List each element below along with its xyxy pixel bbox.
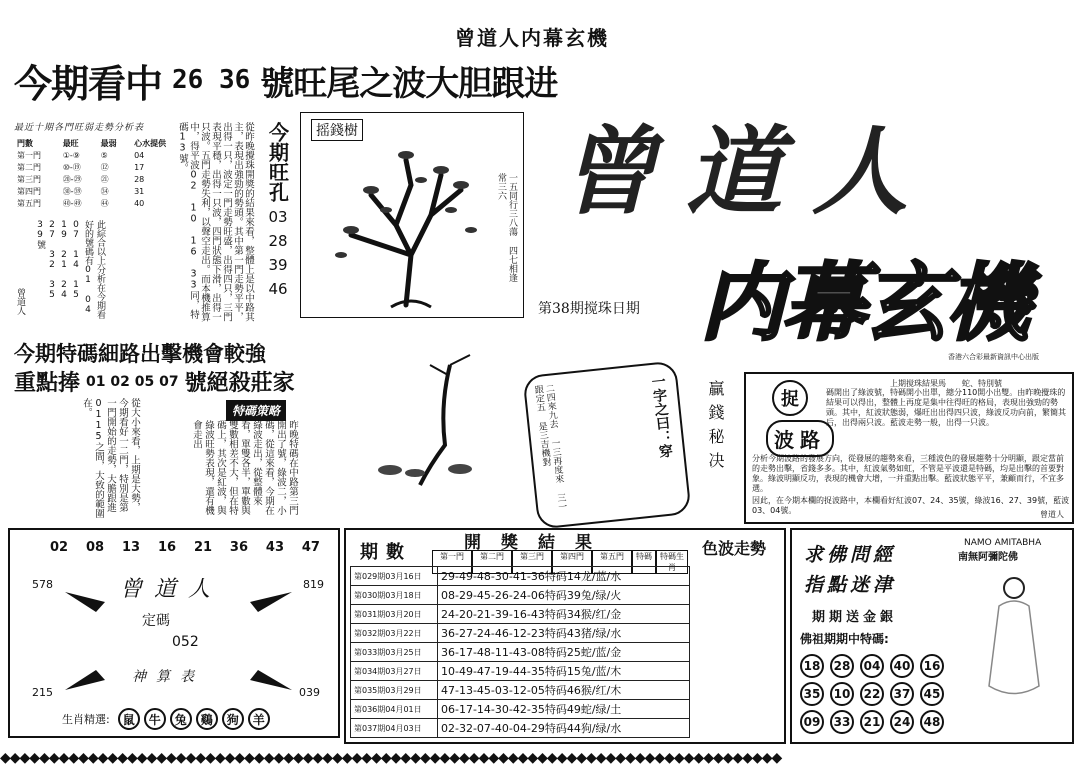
money-tree-poem: 一五同行三八蕩 四七相逢常三六 — [496, 173, 517, 282]
results-date: 第033期03月25日 — [351, 643, 438, 662]
zodiac-item: 牛 — [144, 708, 166, 730]
buddha-line1: 求佛問經 — [804, 544, 897, 566]
buddha-number: 10 — [830, 682, 854, 706]
corner-number-tl: 578 — [32, 578, 53, 591]
stats-cell: ㉚-㊴ — [62, 186, 82, 196]
buddha-panel — [790, 528, 1074, 744]
big-title-line2: 内幕玄機 — [700, 254, 1029, 352]
win-secret: 贏錢秘决 — [706, 380, 725, 476]
scroll-poem: 二四來九去 一三再度來 三一跟定五 是三吉機對 — [532, 383, 567, 512]
results-subheader: 特碼生肖 — [656, 550, 688, 574]
stats-header-row — [14, 137, 189, 149]
stats-note: 此綜合以上分析在今期看好的號碼有01 04 07 14 15 19 21 24 27 32 35 39號 — [35, 220, 105, 319]
buddha-icon — [964, 566, 1064, 726]
results-row — [351, 662, 690, 681]
special-numbers: 01 02 05 07 — [86, 373, 179, 390]
results-table — [350, 566, 690, 738]
wave-road-title: 波路 — [766, 420, 834, 457]
stats-cell: ⑫ — [100, 162, 109, 172]
buddha-english: NAMO AMITABHA — [964, 538, 1042, 548]
results-side-title: 色波走勢 — [702, 539, 767, 558]
stats-cell: ㉑ — [100, 174, 109, 184]
stats-cell: 31 — [134, 186, 145, 196]
results-numbers: 47-13-45-03-12-05特码46猴/红/木 — [438, 681, 690, 700]
interpretation-text: 從昨晚攪珠開獎的結果來看，整體上是以中路其主，表現出強勁的勢頭。其中第一門走勢平平，出得一只，波定一門走勢旺盛，出得四只，三門表現平穩，出得一只波，四門狀態下滑，出得一只波。五門走勢失利，以聲空走出。而本機推算中，得平波02 10 16 33同，特碼13號。 — [177, 122, 254, 322]
scroll-title: 一字之曰：穿 — [648, 373, 674, 459]
headline-prefix: 今期看中 — [14, 61, 163, 106]
results-panel — [344, 528, 786, 744]
headline-suffix: 號旺尾之波大胆跟进 — [260, 63, 558, 104]
results-numbers: 36-27-24-46-12-23特码43猪/绿/水 — [438, 624, 690, 643]
stats-cell: 第五門 — [17, 198, 41, 208]
zodiac-item: 兔 — [170, 708, 192, 730]
results-date: 第036期04月01日 — [351, 700, 438, 719]
wang-kong-number: 39 — [268, 256, 288, 274]
stats-header-cell: 最弱 — [100, 138, 117, 148]
special-line1: 今期特碼細路出擊機會較強 — [14, 342, 266, 366]
zodiac-item: 鼠 — [118, 708, 140, 730]
headline — [14, 56, 557, 104]
results-row — [351, 643, 690, 662]
stats-row — [14, 149, 189, 161]
zodiac-item: 狗 — [222, 708, 244, 730]
buddha-number: 28 — [830, 654, 854, 678]
lucky-number: 43 — [265, 540, 284, 555]
results-row — [351, 567, 690, 586]
results-numbers: 36-17-48-11-43-08特码25蛇/蓝/金 — [438, 643, 690, 662]
buddha-number: 24 — [890, 710, 914, 734]
results-date: 第034期03月27日 — [351, 662, 438, 681]
god-label: 神算表 — [132, 669, 204, 685]
decorative-border: ◆◆◆◆◆◆◆◆◆◆◆◆◆◆◆◆◆◆◆◆◆◆◆◆◆◆◆◆◆◆◆◆◆◆◆◆◆◆◆◆◆◆◆◆◆◆◆◆◆◆◆◆◆◆◆◆◆◆◆◆◆◆◆◆◆◆◆◆◆◆◆◆◆◆◆◆◆◆◆◆ — [0, 750, 782, 766]
big-title-line1: 曾道人 — [560, 115, 938, 228]
arrow-tl-icon — [65, 592, 105, 612]
wang-kong-title: 今期旺孔 — [265, 122, 290, 202]
results-subheader: 第三門 — [512, 550, 552, 574]
stats-cell: 40 — [134, 198, 145, 208]
arrow-br-icon — [250, 670, 292, 690]
special-suffix: 號絕殺莊家 — [184, 371, 295, 396]
masthead: 曾道人内幕玄機 — [455, 26, 609, 50]
results-subheader: 第四門 — [552, 550, 592, 574]
lucky-number: 21 — [193, 540, 213, 555]
buddha-number: 09 — [800, 710, 824, 734]
catch-paragraph-2: 分析今期波路的發展方向，從發展的趨勢來看，三種波色的發展趨勢十分明顯，跟定當前的走勢出擊，省錢多多。其中，紅波氣勢如虹，不管是平波還是特碼，均是出擊的首要對象。綠波明顯反功，表現的機會大增，一并重點出擊。藍波狀態平平，兼顧而行，不宜多選。 — [752, 454, 1064, 493]
results-row — [351, 681, 690, 700]
results-row — [351, 719, 690, 738]
god-center-title: 曾道人 — [120, 577, 223, 602]
money-tree-title: 摇錢樹 — [311, 119, 363, 141]
results-subheader: 第五門 — [592, 550, 632, 574]
zodiac-label: 生肖精選: — [62, 713, 110, 726]
results-row — [351, 586, 690, 605]
stats-row — [14, 197, 189, 209]
wang-kong-panel — [258, 122, 298, 298]
stats-cell: 第二門 — [17, 162, 41, 172]
mid-analysis-text: 從大小來看，上期是大勢，今期看好一二門，特別是第一門開始的走勢，大膽跟進0115之間，大致的範圍在。 — [81, 398, 140, 518]
wang-kong-number: 28 — [268, 232, 288, 250]
zodiac-item: 羊 — [248, 708, 270, 730]
results-subheader: 第一門 — [432, 550, 472, 574]
results-row — [351, 624, 690, 643]
results-period-label: 期數 — [360, 542, 412, 563]
stats-cell: 17 — [134, 162, 145, 172]
ding-number: 052 — [172, 634, 199, 650]
stats-cell: 28 — [134, 174, 145, 184]
lucky-number: 02 — [50, 540, 69, 555]
buddha-line2: 指點迷津 — [804, 574, 897, 596]
money-tree-box — [300, 112, 524, 318]
results-date: 第030期03月18日 — [351, 586, 438, 605]
buddha-number: 40 — [890, 654, 914, 678]
buddha-number: 22 — [860, 682, 884, 706]
lucky-number: 08 — [85, 540, 105, 555]
results-numbers: 29-49-48-30-41-36特码14龙/蓝/水 — [438, 567, 690, 586]
buddha-number: 37 — [890, 682, 914, 706]
stats-title: 最近十期各門旺弱走勢分析表 — [14, 123, 145, 133]
stats-signature: 曾道人 — [15, 288, 25, 315]
stats-cell: ㊹ — [100, 198, 109, 208]
buddha-number: 16 — [920, 654, 944, 678]
results-row — [351, 700, 690, 719]
lucky-number: 36 — [229, 540, 249, 555]
scroll-panel — [522, 360, 691, 529]
corner-number-br: 039 — [299, 686, 320, 699]
wang-kong-number: 03 — [268, 208, 288, 226]
stats-header-cell: 最旺 — [62, 138, 79, 148]
lucky-number: 16 — [157, 540, 177, 555]
stats-row — [14, 173, 189, 185]
results-numbers: 06-17-14-30-42-35特码49蛇/绿/土 — [438, 700, 690, 719]
buddha-number: 45 — [920, 682, 944, 706]
buddha-line4: 佛祖期期中特碼: — [800, 632, 889, 646]
lucky-number: 47 — [301, 540, 320, 555]
results-date: 第031期03月20日 — [351, 605, 438, 624]
stats-panel — [14, 120, 194, 330]
stats-cell: ㊵-㊾ — [62, 198, 82, 208]
results-subheader: 第二門 — [472, 550, 512, 574]
results-date: 第029期03月16日 — [351, 567, 438, 586]
catch-signature: 曾道人 — [1040, 510, 1064, 519]
buddha-number: 48 — [920, 710, 944, 734]
results-subheader: 特碼 — [632, 550, 656, 574]
catch-paragraph-3: 因此，在今期本欄的捉波路中，本欄看好紅波07、24、35號，綠波16、27、39號，藍波03、04號。 — [752, 496, 1070, 515]
stats-row — [14, 161, 189, 173]
buddha-line3: 期期送金銀 — [812, 610, 898, 625]
stats-row — [14, 185, 189, 197]
buddha-chinese: 南無阿彌陀佛 — [958, 552, 1018, 563]
catch-header-line: 上期搅珠結果馬 蛇、特別號 — [890, 379, 1002, 388]
wang-kong-number: 46 — [268, 280, 288, 298]
corner-number-bl: 215 — [32, 686, 53, 699]
tema-text: 昨晚特碼在中路第三門開出了號，綠波二，小碼，從這來看，今期在綠波走出，從整體來看，單雙各半，單數與雙數相差不大，但在特碼上，其次是紅波，與綠波旺勢表現，還有機會走出 — [191, 420, 298, 515]
money-tree-illustration — [311, 135, 491, 315]
period-label: 第38期搅珠日期 — [538, 301, 640, 317]
results-numbers: 02-32-07-40-04-29特码44狗/绿/水 — [438, 719, 690, 738]
stats-cell: 第一門 — [17, 150, 41, 160]
cartoon-illustration — [330, 345, 510, 495]
arrow-bl-icon — [65, 670, 105, 690]
stats-header-cell: 門數 — [17, 138, 33, 148]
zodiac-item: 鷄 — [196, 708, 218, 730]
catch-paragraph-1: 碼開出了綠波號，特碼開小出單，總分110開小出雙。由昨晚攪珠的結果可以得出，整體上再度是集中往得旺的格局，表現出強勁的勢頭。其中，紅波狀態弱，爆旺出出得四只波，綠波反功向前，繁簡其后，出得兩只波。藍波走勢一般，出得一只波。 — [826, 388, 1066, 427]
god-calc-box — [8, 528, 340, 738]
tema-badge: 特碼策略 — [226, 400, 286, 421]
catch-wave-panel — [744, 372, 1074, 524]
buddha-number: 21 — [860, 710, 884, 734]
buddha-number: 04 — [860, 654, 884, 678]
headline-numbers: 26 36 — [172, 65, 251, 95]
stats-cell: ①-⑨ — [62, 150, 80, 160]
stats-table — [14, 137, 189, 209]
stats-cell: ㉞ — [100, 186, 109, 196]
stats-cell: 第四門 — [17, 186, 41, 196]
buddha-number: 18 — [800, 654, 824, 678]
stats-cell: 04 — [134, 150, 145, 160]
corner-number-tr: 819 — [303, 578, 324, 591]
results-numbers: 08-29-45-26-24-06特码39兔/绿/火 — [438, 586, 690, 605]
special-prefix: 重點捧 — [14, 371, 81, 396]
stats-cell: ⑤ — [100, 150, 108, 160]
arrow-tr-icon — [250, 592, 292, 612]
results-numbers: 24-20-21-39-16-43特码34猴/红/金 — [438, 605, 690, 624]
results-title: 開獎結果 — [464, 533, 612, 553]
lucky-number: 13 — [121, 540, 141, 555]
results-date: 第032期03月22日 — [351, 624, 438, 643]
buddha-number: 35 — [800, 682, 824, 706]
stats-cell: ⑩-⑲ — [62, 162, 81, 172]
stats-header-cell: 心水提供 — [134, 138, 167, 148]
buddha-numbers-grid — [800, 654, 950, 734]
buddha-number: 33 — [830, 710, 854, 734]
stats-cell: ⑳-㉙ — [62, 174, 82, 184]
ding-label: 定碼 — [142, 613, 170, 629]
catch-badge: 捉 — [772, 380, 808, 416]
stats-cell: 第三門 — [17, 174, 41, 184]
special-line2 — [14, 366, 295, 397]
results-date: 第035期03月29日 — [351, 681, 438, 700]
results-numbers: 10-49-47-19-44-35特码15兔/蓝/木 — [438, 662, 690, 681]
results-row — [351, 605, 690, 624]
zodiac-row — [62, 708, 270, 730]
publisher-label: 香港六合彩最新資訊中心出版 — [948, 353, 1039, 361]
results-date: 第037期04月03日 — [351, 719, 438, 738]
